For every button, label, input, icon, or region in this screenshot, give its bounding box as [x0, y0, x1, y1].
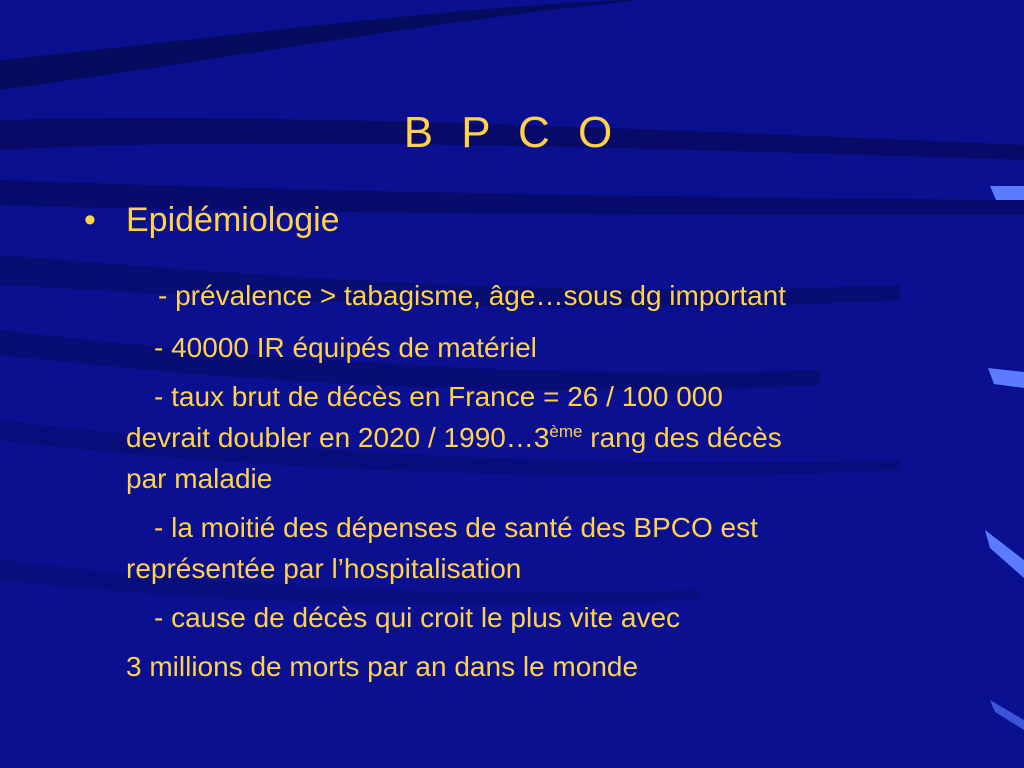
list-item: - taux brut de décès en France = 26 / 100 000	[154, 381, 723, 412]
superscript: ème	[549, 422, 583, 441]
list-item: - prévalence > tabagisme, âge…sous dg important	[158, 280, 787, 311]
list-item: - la moitié des dépenses de santé des BPCO est	[154, 512, 758, 543]
bullet-heading-text: Epidémiologie	[126, 201, 340, 239]
bullet-icon: •	[84, 201, 96, 239]
slide-title: B P C O	[403, 108, 621, 157]
list-item	[126, 418, 782, 458]
list-item: - cause de décès qui croit le plus vite avec	[154, 602, 681, 633]
list-item: - 40000 IR équipés de matériel	[154, 332, 537, 363]
list-item: 3 millions de morts par an dans le monde	[126, 651, 639, 682]
list-item: par maladie	[126, 463, 273, 494]
list-item-text: rang des décès	[582, 422, 782, 453]
list-item: représentée par l’hospitalisation	[126, 553, 522, 584]
bullet-heading	[84, 198, 340, 242]
list-item-text: devrait doubler en 2020 / 1990…3	[126, 422, 550, 453]
